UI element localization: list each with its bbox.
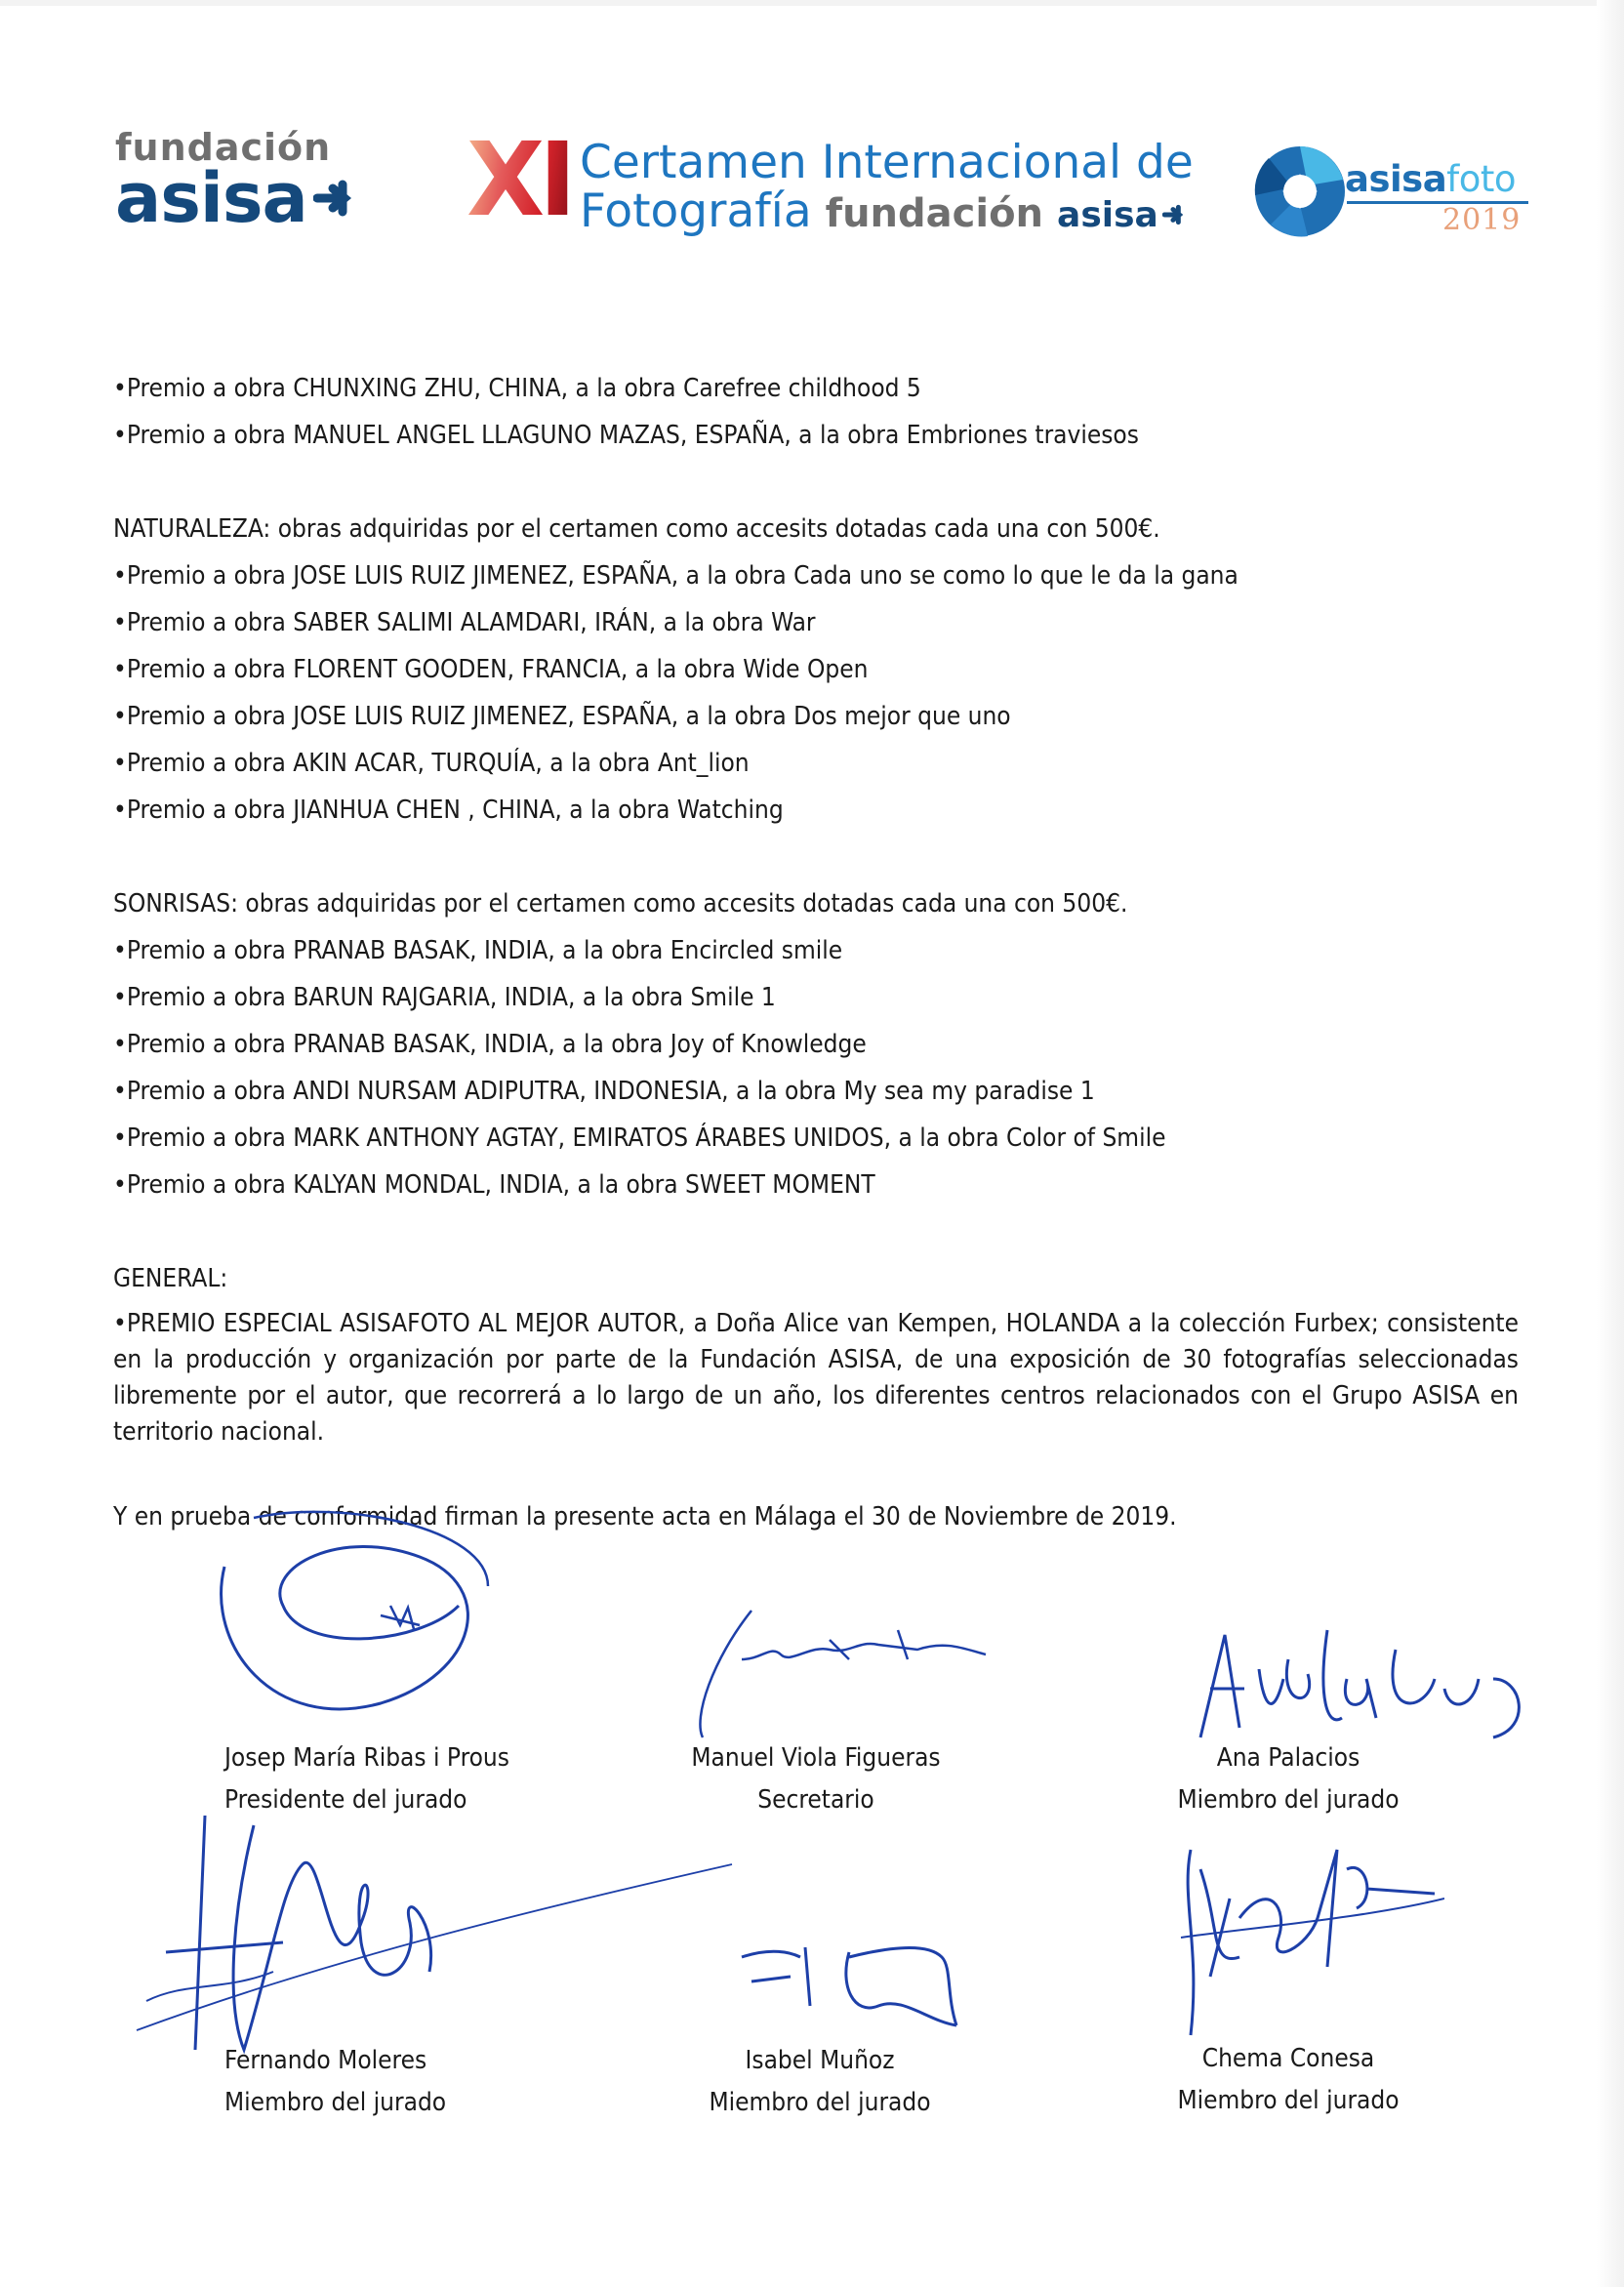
naturaleza-award: • Premio a obra AKIN ACAR, TURQUÍA, a la obra Ant_lion [113, 740, 1519, 787]
closing-statement: Y en prueba de conformidad firman la presente acta en Málaga el 30 de Noviembre de 2019. [113, 1502, 1177, 1531]
general-heading: GENERAL: [113, 1264, 228, 1293]
signature-palacios [1181, 1620, 1542, 1747]
certamen-line-1: Certamen Internacional de [580, 136, 1194, 189]
naturaleza-award: • Premio a obra JOSE LUIS RUIZ JIMENEZ, ESPAÑA, a la obra Cada uno se como lo que le da la gana [113, 552, 1519, 599]
signatory-block [1132, 1737, 1444, 1821]
wordmark-foto: foto [1446, 158, 1516, 200]
signatory-block [1132, 2038, 1444, 2122]
naturaleza-award: • Premio a obra SABER SALIMI ALAMDARI, IRÁN, a la obra War [113, 599, 1519, 646]
signatory-block [664, 2040, 976, 2124]
signatory-name: Ana Palacios [1216, 1743, 1360, 1773]
certamen-brand-fundacion: fundación [825, 191, 1044, 237]
signatory-name: Fernando Moleres [224, 2046, 427, 2075]
logo-word-asisa [115, 158, 356, 238]
signatory-name: Josep María Ribas i Prous [224, 1743, 509, 1773]
sonrisas-award: • Premio a obra MARK ANTHONY AGTAY, EMIRATOS ÁRABES UNIDOS, a la obra Color of Smile [113, 1115, 1519, 1162]
certamen-line-2 [580, 184, 1194, 239]
sonrisas-heading: SONRISAS: obras adquiridas por el certamen como accesits dotadas cada una con 500€. [113, 889, 1128, 919]
sonrisas-award: • Premio a obra KALYAN MONDAL, INDIA, a la obra SWEET MOMENT [113, 1162, 1519, 1208]
asisafoto-year: 2019 [1442, 203, 1522, 237]
asisafoto-wordmark [1345, 158, 1516, 200]
sonrisas-award: • Premio a obra PRANAB BASAK, INDIA, a la obra Joy of Knowledge [113, 1021, 1519, 1068]
sonrisas-award: • Premio a obra PRANAB BASAK, INDIA, a la obra Encircled smile [113, 927, 1519, 974]
sonrisas-award: • Premio a obra ANDI NURSAM ADIPUTRA, INDONESIA, a la obra My sea my paradise 1 [113, 1068, 1519, 1115]
certamen-brand-asisa: asisa [1057, 195, 1158, 236]
signatory-name: Manuel Viola Figueras [691, 1743, 941, 1773]
logo-asisa-text: asisa [115, 158, 307, 238]
signatory-role: Miembro del jurado [709, 2088, 931, 2117]
naturaleza-award: • Premio a obra JOSE LUIS RUIZ JIMENEZ, ESPAÑA, a la obra Dos mejor que uno [113, 693, 1519, 740]
wordmark-asisa: asisa [1345, 158, 1447, 200]
award-line: • Premio a obra MANUEL ANGEL LLAGUNO MAZAS, ESPAÑA, a la obra Embriones traviesos [113, 412, 1519, 459]
signature-conesa [1171, 1840, 1444, 2045]
page-top-edge [0, 0, 1624, 6]
aperture-icon [1249, 137, 1351, 244]
signatory-role: Presidente del jurado [224, 1785, 467, 1815]
signatory-role: Miembro del jurado [1177, 2086, 1400, 2115]
sonrisas-award: • Premio a obra BARUN RAJGARIA, INDIA, a la obra Smile 1 [113, 974, 1519, 1021]
award-line: • Premio a obra CHUNXING ZHU, CHINA, a la obra Carefree childhood 5 [113, 365, 1519, 412]
page-right-edge [1597, 0, 1624, 2287]
certamen-title [580, 136, 1194, 239]
naturaleza-award: • Premio a obra JIANHUA CHEN , CHINA, a la obra Watching [113, 787, 1519, 834]
asisa-arrow-icon [313, 177, 356, 220]
naturaleza-award: • Premio a obra FLORENT GOODEN, FRANCIA, a la obra Wide Open [113, 646, 1519, 693]
signatory-block [640, 1737, 992, 1821]
signatory-block [224, 1737, 509, 1821]
signature-ribas [195, 1498, 517, 1752]
signature-munoz [732, 1928, 976, 2035]
signature-viola [673, 1601, 995, 1747]
certamen-fotografia: Fotografía [580, 184, 812, 239]
logo-word-fundacion: fundación [115, 126, 332, 169]
edition-roman-numeral: XI [467, 120, 571, 239]
signatory-name: Isabel Muñoz [745, 2046, 895, 2075]
naturaleza-heading: NATURALEZA: obras adquiridas por el certamen como accesits dotadas cada una con 500€. [113, 514, 1160, 544]
signatory-block [224, 2040, 446, 2124]
fundacion-asisa-logo [115, 126, 356, 238]
asisa-arrow-small-icon [1162, 203, 1186, 226]
general-paragraph: • PREMIO ESPECIAL ASISAFOTO AL MEJOR AUTOR, a Doña Alice van Kempen, HOLANDA a la colección Furbex; consistente en la producción y organización por parte de la Fundación ASISA, de una exposición de 30 fotografías seleccionadas libremente por el autor, que recorrerá a lo largo de un año, los diferentes centros relacionados con el Grupo ASISA en territorio nacional. [113, 1306, 1519, 1450]
acta-body [113, 365, 1519, 1540]
signature-moleres [127, 1806, 751, 2079]
signatory-role: Miembro del jurado [224, 2088, 447, 2117]
signatory-role: Secretario [757, 1785, 874, 1815]
signatory-name: Chema Conesa [1201, 2044, 1375, 2073]
signatory-role: Miembro del jurado [1177, 1785, 1400, 1815]
